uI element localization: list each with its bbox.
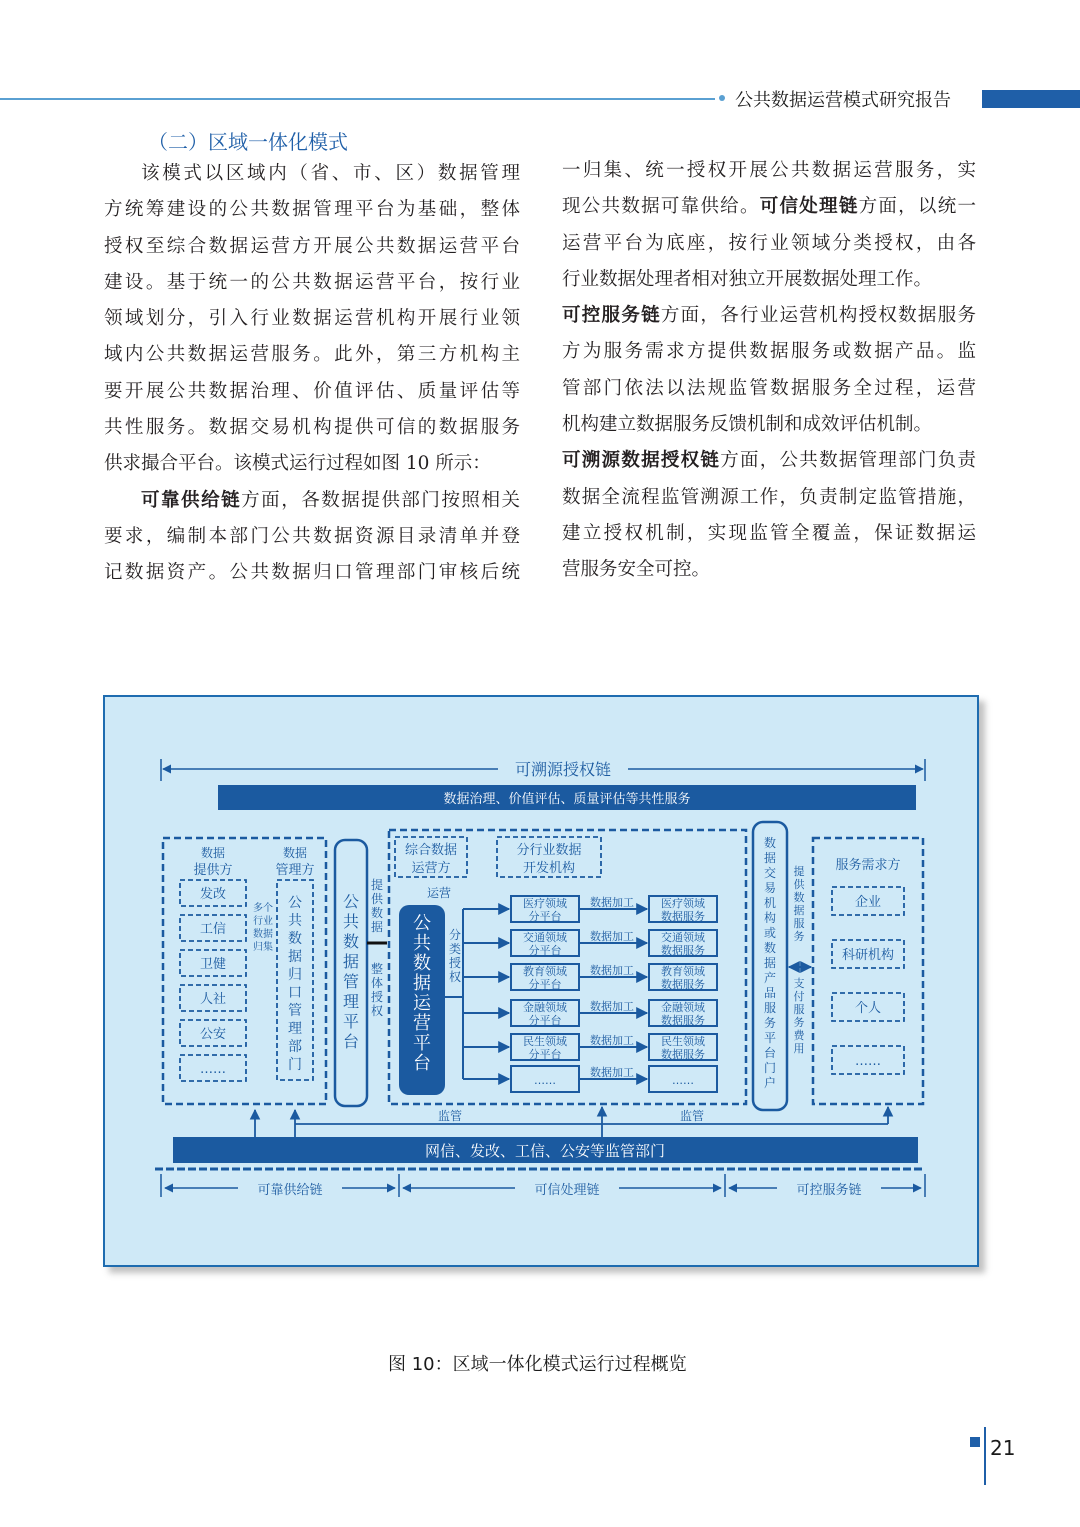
text-line: 域内公共数据运营服务。此外，第三方机构主 [104,344,520,366]
sub-platform-label: 民生领域 [523,1035,567,1048]
provider-fagai: 发改 [199,887,227,902]
provider-title-2: 提供方 [193,863,233,878]
sub-platform-label: 分平台 [528,1014,562,1027]
data-service-label: 教育领域 [661,965,705,978]
text-fragment: 现公共数据可靠供给。 [562,196,760,218]
right-column [562,153,976,589]
processing-label: 数据加工 [590,930,634,943]
sub-platform-label: 分平台 [528,978,562,991]
text-line: 行业数据处理者相对独立开展数据处理工作。 [562,268,933,290]
processing-label: 数据加工 [590,896,634,909]
text-fragment: 方面，以统一 [858,196,976,218]
exchange-portal-label: 数据交易机构或数据产品服务平台门户 [763,836,777,1090]
supervise-label: 监管 [679,1109,705,1123]
demander-individual: 个人 [854,1001,882,1016]
section-title: （二）区域一体化模式 [148,130,348,154]
data-service-label: 数据服务 [661,1048,705,1061]
data-service-label: 交通领域 [661,931,705,944]
sub-platform-rows [463,895,717,1092]
processing-label: 数据加工 [590,964,634,977]
sub-platform-label: 金融领域 [523,1001,567,1014]
reliable-supply-chain-label: 可靠供给链 [257,1183,323,1198]
regulators-label: 网信、发改、工信、公安等监管部门 [424,1142,666,1160]
text-fragment: 方面，各行业运营机构授权数据服务 [660,305,976,327]
header-accent-bar [982,90,1080,108]
multi-collect-4: 归集 [253,942,273,953]
text-line: 领域划分，引入行业数据运营机构开展行业领 [104,308,520,330]
data-service-label: …… [672,1074,694,1087]
overall-auth-label: 整体授权 [370,962,384,1018]
trusted-processing-chain-label: 可信处理链 [534,1183,600,1198]
controllable-service-chain-term: 可控服务链 [562,305,661,327]
diagram-figure [103,695,979,1267]
text-line: 营服务安全可控。 [562,559,711,581]
text-line: 一归集、统一授权开展公共数据运营服务，实 [562,160,976,181]
provide-services-label: 提供数据服务 [793,865,805,943]
demand-title: 服务需求方 [835,858,901,873]
left-column [104,156,520,592]
text-line [104,483,520,519]
industry-dev-1: 分行业数据 [516,843,582,858]
demander-more: …… [855,1054,881,1069]
text-line: 方为服务需求方提供数据服务或数据产品。监 [562,341,976,363]
text-line: 授权至综合数据运营方开展公共数据运营平台 [104,235,520,257]
data-service-label: 数据服务 [661,1014,705,1027]
classified-auth-label: 分类授权 [448,928,462,984]
sub-platform-label: 医疗领域 [523,897,567,910]
text-line: 记数据资产。公共数据归口管理部门审核后统 [104,562,520,584]
text-line: 数据全流程监管溯源工作，负责制定监管措施， [562,486,976,508]
sub-platform-label: 分平台 [528,910,562,923]
figure-caption: 图 10：区域一体化模式运行过程概览 [388,1354,687,1375]
common-services-label: 数据治理、价值评估、质量评估等共性服务 [443,792,691,807]
processing-label: 数据加工 [590,1066,634,1079]
integrated-operator-2: 运营方 [411,861,451,876]
demander-enterprise: 企业 [854,895,882,910]
controllable-service-chain-label: 可控服务链 [796,1183,862,1198]
pay-fees-label: 支付服务费用 [793,977,805,1055]
integrated-operator-1: 综合数据 [404,843,458,858]
provider-more: …… [200,1062,226,1077]
text-line: 建设。基于统一的公共数据运营平台，按行业 [104,271,520,293]
data-service-label: 数据服务 [661,944,705,957]
multi-collect-2: 行业 [253,916,273,927]
text-line: 建立授权机制，实现监管全覆盖，保证数据运 [562,522,976,544]
provider-gongan: 公安 [199,1027,227,1042]
text-line: 要开展公共数据治理、价值评估、质量评估等 [104,380,520,402]
sub-platform-label: …… [534,1074,556,1087]
page-marker [970,1437,980,1447]
demander-research: 科研机构 [841,948,895,963]
data-service-label: 数据服务 [661,978,705,991]
header-rule-dot [719,95,725,101]
text-fragment: 方面，各数据提供部门按照相关 [241,489,520,511]
sub-platform-label: 分平台 [528,1048,562,1061]
multi-collect-3: 数据 [253,929,273,940]
page-number: 21 [990,1436,1016,1460]
provide-data-label: 提供数据 [370,878,384,934]
provider-weijian: 卫健 [199,957,227,972]
operate-label: 运营 [426,886,452,900]
report-title: 公共数据运营模式研究报告 [735,90,951,111]
data-service-label: 民生领域 [661,1035,705,1048]
trace-chain-label: 可溯源授权链 [514,760,612,779]
provider-renshe: 人社 [199,992,227,1007]
manager-title-1: 数据 [282,846,308,860]
provider-gongxin: 工信 [199,922,227,937]
processing-label: 数据加工 [590,1034,634,1047]
text-line: 管部门依法以法规监管数据服务全过程，运营 [562,377,976,399]
multi-collect-1: 多个 [253,903,273,914]
industry-dev-2: 开发机构 [522,861,576,876]
traceable-auth-chain-term: 可溯源数据授权链 [562,450,721,472]
data-service-label: 医疗领域 [661,897,705,910]
text-line: 机构建立数据服务反馈机制和成效评估机制。 [562,414,933,436]
text-line [562,298,976,334]
page-rule [984,1427,986,1485]
provider-title-1: 数据 [200,846,226,860]
processing-label: 数据加工 [590,1000,634,1013]
text-line: 方统筹建设的公共数据管理平台为基础，整体 [104,199,520,221]
text-line: 要求，编制本部门公共数据资源目录清单并登 [104,525,520,547]
operations-platform-label: 公共数据运营平台 [413,913,431,1074]
provider-list [180,880,246,1081]
text-line: 运营平台为底座，按行业领域分类授权，由各 [562,232,976,254]
sub-platform-label: 分平台 [528,944,562,957]
data-service-label: 金融领域 [661,1001,705,1014]
supervise-label: 监管 [437,1109,463,1123]
trusted-processing-chain-term: 可信处理链 [759,196,859,218]
text-line: 供求撮合平台。该模式运行过程如图 10 所示： [104,453,491,475]
manager-dept-label: 公共数据归口管理部门 [288,895,302,1073]
manager-title-2: 管理方 [275,863,315,878]
header-rule [0,98,715,100]
text-fragment: 方面，公共数据管理部门负责 [720,450,976,472]
text-line: 共性服务。数据交易机构提供可信的数据服务 [104,417,520,439]
reliable-supply-chain-term: 可靠供给链 [141,489,242,511]
data-service-label: 数据服务 [661,910,705,923]
sub-platform-label: 教育领域 [523,965,567,978]
text-line: 该模式以区域内（省、市、区）数据管理 [141,163,520,184]
sub-platform-label: 交通领域 [523,931,567,944]
text-line [562,443,976,479]
text-line [562,189,976,225]
diagram-canvas [105,697,977,1265]
management-platform-label: 公共数据管理平台 [342,892,360,1051]
